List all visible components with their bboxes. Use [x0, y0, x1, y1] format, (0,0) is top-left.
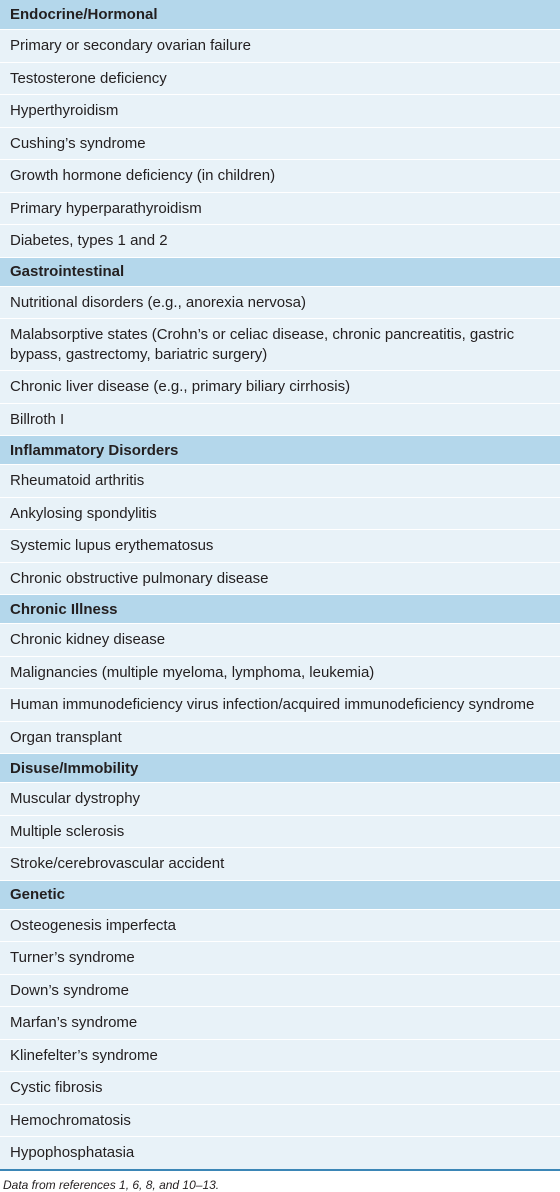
table-row: Cystic fibrosis	[0, 1071, 560, 1104]
table-row: Testosterone deficiency	[0, 62, 560, 95]
section-header: Endocrine/Hormonal	[0, 0, 560, 29]
section-header: Genetic	[0, 880, 560, 909]
table-row: Chronic liver disease (e.g., primary biliary cirrhosis)	[0, 370, 560, 403]
section-header: Gastrointestinal	[0, 257, 560, 286]
section-header: Inflammatory Disorders	[0, 435, 560, 464]
table-row: Diabetes, types 1 and 2	[0, 224, 560, 257]
table-row: Chronic kidney disease	[0, 623, 560, 656]
table-row: Hyperthyroidism	[0, 94, 560, 127]
section-header: Chronic Illness	[0, 594, 560, 623]
table-row: Multiple sclerosis	[0, 815, 560, 848]
table-row: Rheumatoid arthritis	[0, 464, 560, 497]
section-header: Disuse/Immobility	[0, 753, 560, 782]
table-row: Ankylosing spondylitis	[0, 497, 560, 530]
table-row: Hypophosphatasia	[0, 1136, 560, 1169]
table-row: Malabsorptive states (Crohn’s or celiac disease, chronic pancreatitis, gastric bypass, gastrectomy, bariatric surgery)	[0, 318, 560, 370]
table-row: Klinefelter’s syndrome	[0, 1039, 560, 1072]
table-row: Primary or secondary ovarian failure	[0, 29, 560, 62]
table-row: Organ transplant	[0, 721, 560, 754]
table-row: Nutritional disorders (e.g., anorexia nervosa)	[0, 286, 560, 319]
table-row: Chronic obstructive pulmonary disease	[0, 562, 560, 595]
table-row: Billroth I	[0, 403, 560, 436]
table-row: Turner’s syndrome	[0, 941, 560, 974]
table-row: Hemochromatosis	[0, 1104, 560, 1137]
table-row: Down’s syndrome	[0, 974, 560, 1007]
table-row: Cushing’s syndrome	[0, 127, 560, 160]
table-row: Primary hyperparathyroidism	[0, 192, 560, 225]
table-row: Muscular dystrophy	[0, 782, 560, 815]
table-row: Stroke/cerebrovascular accident	[0, 847, 560, 880]
table-row: Osteogenesis imperfecta	[0, 909, 560, 942]
table-row: Marfan’s syndrome	[0, 1006, 560, 1039]
table-row: Human immunodeficiency virus infection/acquired immunodeficiency syndrome	[0, 688, 560, 721]
table-footnote: Data from references 1, 6, 8, and 10–13.	[3, 1177, 220, 1192]
table-row: Malignancies (multiple myeloma, lymphoma, leukemia)	[0, 656, 560, 689]
table-row: Growth hormone deficiency (in children)	[0, 159, 560, 192]
table-row: Systemic lupus erythematosus	[0, 529, 560, 562]
